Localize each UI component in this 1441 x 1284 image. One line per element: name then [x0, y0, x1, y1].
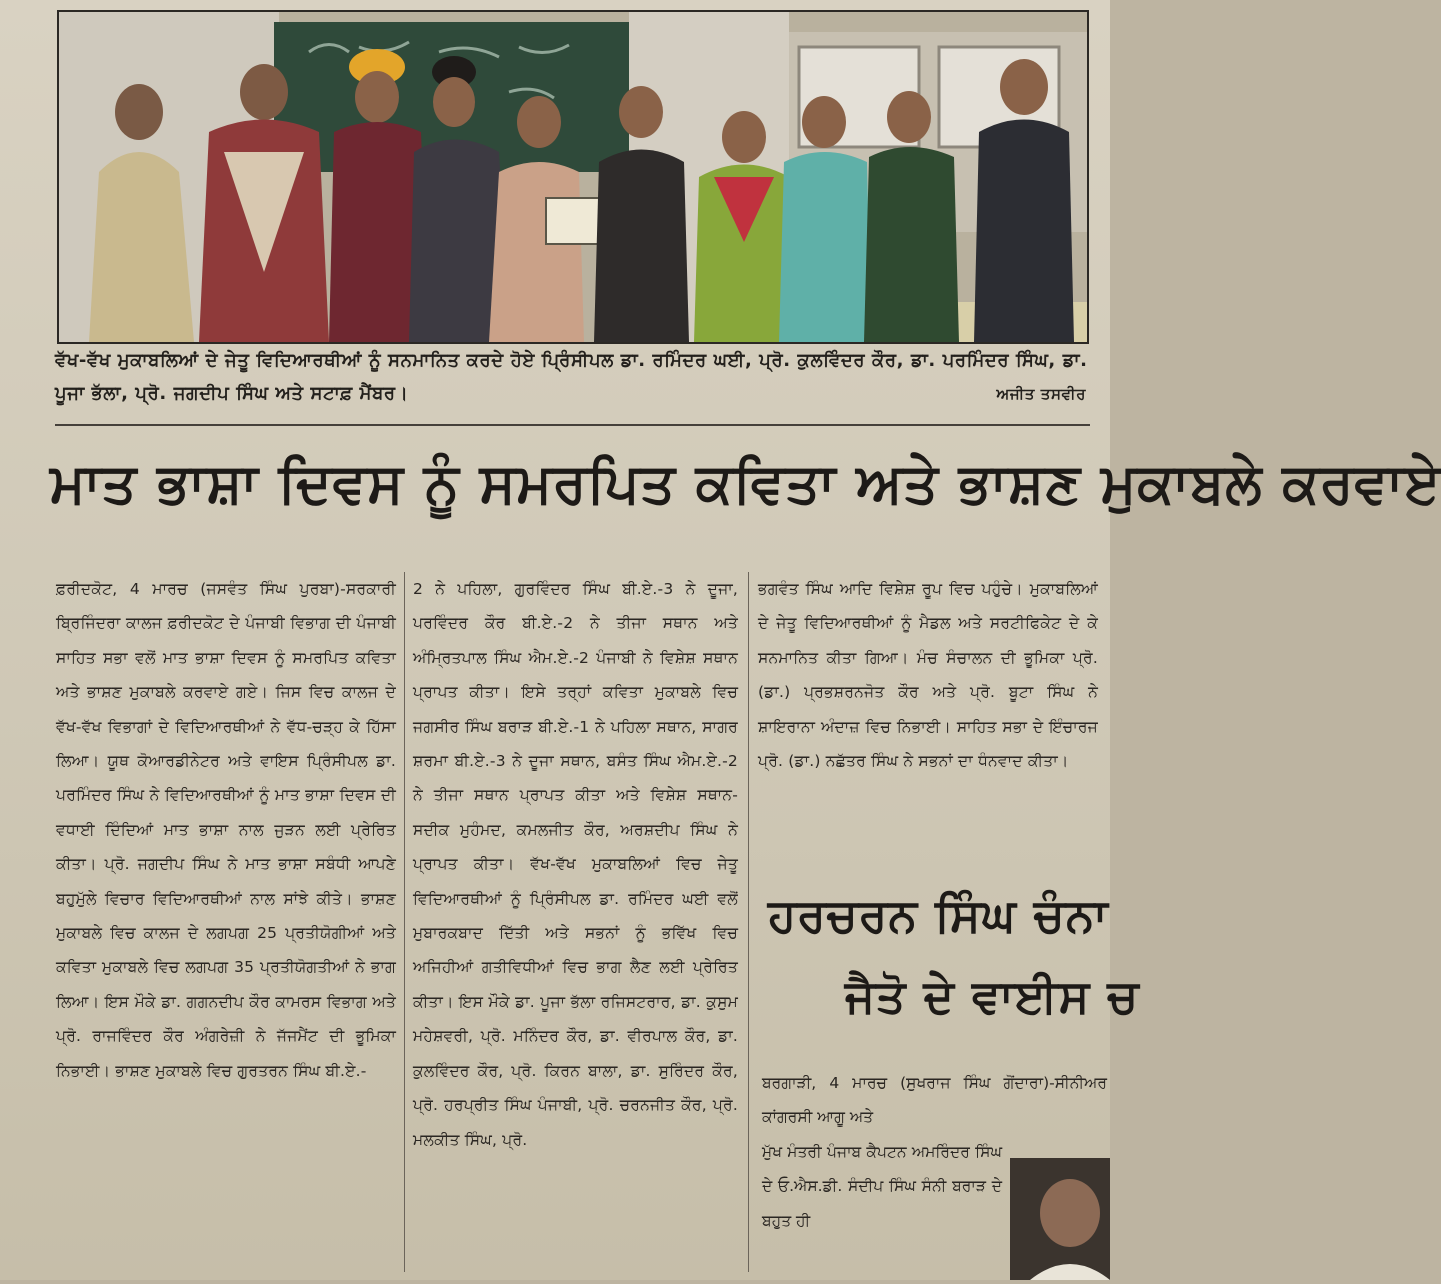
- second-headline-line-1: ਹਰਚਰਨ ਸਿੰਘ ਚੰਨਾ: [768, 888, 1109, 942]
- second-headline-line-2: ਜੈਤੋ ਦੇ ਵਾਈਸ ਚ: [845, 969, 1140, 1023]
- article-column-3: ਭਗਵੰਤ ਸਿੰਘ ਆਦਿ ਵਿਸ਼ੇਸ਼ ਰੂਪ ਵਿਚ ਪਹੁੰਚੇ। ਮੁਕਾਬਲਿਆਂ ਦੇ ਜੇਤੂ ਵਿਦਿਆਰਥੀਆਂ ਨੂੰ ਮੈਡਲ ਅਤੇ ਸਰਟੀਫਿਕੇਟ ਦੇ ਕੇ ਸਨਮਾਨਿਤ ਕੀਤਾ ਗਿਆ। ਮੰਚ ਸੰਚਾਲਨ ਦੀ ਭੂਮਿਕਾ ਪ੍ਰੋ. (ਡਾ.) ਪ੍ਰਭਸ਼ਰਨਜੋਤ ਕੌਰ ਅਤੇ ਪ੍ਰੋ. ਬੂਟਾ ਸਿੰਘ ਨੇ ਸ਼ਾਇਰਾਨਾ ਅੰਦਾਜ਼ ਵਿਚ ਨਿਭਾਈ। ਸਾਹਿਤ ਸਭਾ ਦੇ ਇੰਚਾਰਜ ਪ੍ਰੋ. (ਡਾ.) ਨਛੱਤਰ ਸਿੰਘ ਨੇ ਸਭਨਾਂ ਦਾ ਧੰਨਵਾਦ ਕੀਤਾ।: [758, 580, 1098, 771]
- main-headline: ਮਾਤ ਭਾਸ਼ਾ ਦਿਵਸ ਨੂੰ ਸਮਰਪਿਤ ਕਵਿਤਾ ਅਤੇ ਭਾਸ਼ਣ ਮੁਕਾਬਲੇ ਕਰਵਾਏ: [50, 451, 1441, 515]
- caption-divider: [55, 424, 1090, 426]
- article-column-1: ਫ਼ਰੀਦਕੋਟ, 4 ਮਾਰਚ (ਜਸਵੰਤ ਸਿੰਘ ਪੁਰਬਾ)-ਸਰਕਾਰੀ ਬ੍ਰਿਜਿੰਦਰਾ ਕਾਲਜ ਫ਼ਰੀਦਕੋਟ ਦੇ ਪੰਜਾਬੀ ਵਿਭਾਗ ਦੀ ਪੰਜਾਬੀ ਸਾਹਿਤ ਸਭਾ ਵਲੋਂ ਮਾਤ ਭਾਸ਼ਾ ਦਿਵਸ ਨੂੰ ਸਮਰਪਿਤ ਕਵਿਤਾ ਅਤੇ ਭਾਸ਼ਣ ਮੁਕਾਬਲੇ ਕਰਵਾਏ ਗਏ। ਜਿਸ ਵਿਚ ਕਾਲਜ ਦੇ ਵੱਖ-ਵੱਖ ਵਿਭਾਗਾਂ ਦੇ ਵਿਦਿਆਰਥੀਆਂ ਨੇ ਵੱਧ-ਚੜ੍ਹ ਕੇ ਹਿੱਸਾ ਲਿਆ। ਯੂਥ ਕੋਆਰਡੀਨੇਟਰ ਅਤੇ ਵਾਇਸ ਪ੍ਰਿੰਸੀਪਲ ਡਾ. ਪਰਮਿੰਦਰ ਸਿੰਘ ਨੇ ਵਿਦਿਆਰਥੀਆਂ ਨੂੰ ਮਾਤ ਭਾਸ਼ਾ ਦਿਵਸ ਦੀ ਵਧਾਈ ਦਿੰਦਿਆਂ ਮਾਤ ਭਾਸ਼ਾ ਨਾਲ ਜੁੜਨ ਲਈ ਪ੍ਰੇਰਿਤ ਕੀਤਾ। ਪ੍ਰੋ. ਜਗਦੀਪ ਸਿੰਘ ਨੇ ਮਾਤ ਭਾਸ਼ਾ ਸਬੰਧੀ ਆਪਣੇ ਬਹੁਮੁੱਲੇ ਵਿਚਾਰ ਵਿਦਿਆਰਥੀਆਂ ਨਾਲ ਸਾਂਝੇ ਕੀਤੇ। ਭਾਸ਼ਣ ਮੁਕਾਬਲੇ ਵਿਚ ਕਾਲਜ ਦੇ ਲਗਪਗ 25 ਪ੍ਰਤੀਯੋਗੀਆਂ ਅਤੇ ਕਵਿਤਾ ਮੁਕਾਬਲੇ ਵਿਚ ਲਗਪਗ 35 ਪ੍ਰਤੀਯੋਗਤੀਆਂ ਨੇ ਭਾਗ ਲਿਆ। ਇਸ ਮੌਕੇ ਡਾ. ਗਗਨਦੀਪ ਕੌਰ ਕਾਮਰਸ ਵਿਭਾਗ ਅਤੇ ਪ੍ਰੋ. ਰਾਜਵਿੰਦਰ ਕੌਰ ਅੰਗਰੇਜ਼ੀ ਨੇ ਜੱਜਮੈਂਟ ਦੀ ਭੂਮਿਕਾ ਨਿਭਾਈ। ਭਾਸ਼ਣ ਮੁਕਾਬਲੇ ਵਿਚ ਗੁਰਤਰਨ ਸਿੰਘ ਬੀ.ਏ.-: [56, 580, 396, 1080]
- column-divider: [404, 572, 405, 1272]
- article-column-2: 2 ਨੇ ਪਹਿਲਾ, ਗੁਰਵਿੰਦਰ ਸਿੰਘ ਬੀ.ਏ.-3 ਨੇ ਦੂਜਾ, ਪਰਵਿੰਦਰ ਕੌਰ ਬੀ.ਏ.-2 ਨੇ ਤੀਜਾ ਸਥਾਨ ਅਤੇ ਅੰਮ੍ਰਿਤਪਾਲ ਸਿੰਘ ਐਮ.ਏ.-2 ਪੰਜਾਬੀ ਨੇ ਵਿਸ਼ੇਸ਼ ਸਥਾਨ ਪ੍ਰਾਪਤ ਕੀਤਾ। ਇਸੇ ਤਰ੍ਹਾਂ ਕਵਿਤਾ ਮੁਕਾਬਲੇ ਵਿਚ ਜਗਸੀਰ ਸਿੰਘ ਬਰਾੜ ਬੀ.ਏ.-1 ਨੇ ਪਹਿਲਾ ਸਥਾਨ, ਸਾਗਰ ਸ਼ਰਮਾ ਬੀ.ਏ.-3 ਨੇ ਦੂਜਾ ਸਥਾਨ, ਬਸੰਤ ਸਿੰਘ ਐਮ.ਏ.-2 ਨੇ ਤੀਜਾ ਸਥਾਨ ਪ੍ਰਾਪਤ ਕੀਤਾ ਅਤੇ ਵਿਸ਼ੇਸ਼ ਸਥਾਨ- ਸਦੀਕ ਮੁਹੰਮਦ, ਕਮਲਜੀਤ ਕੌਰ, ਅਰਸ਼ਦੀਪ ਸਿੰਘ ਨੇ ਪ੍ਰਾਪਤ ਕੀਤਾ। ਵੱਖ-ਵੱਖ ਮੁਕਾਬਲਿਆਂ ਵਿਚ ਜੇਤੂ ਵਿਦਿਆਰਥੀਆਂ ਨੂੰ ਪ੍ਰਿੰਸੀਪਲ ਡਾ. ਰਮਿੰਦਰ ਘਈ ਵਲੋਂ ਮੁਬਾਰਕਬਾਦ ਦਿੱਤੀ ਅਤੇ ਸਭਨਾਂ ਨੂੰ ਭਵਿੱਖ ਵਿਚ ਅਜਿਹੀਆਂ ਗਤੀਵਿਧੀਆਂ ਵਿਚ ਭਾਗ ਲੈਣ ਲਈ ਪ੍ਰੇਰਿਤ ਕੀਤਾ। ਇਸ ਮੌਕੇ ਡਾ. ਪੂਜਾ ਭੱਲਾ ਰਜਿਸਟਰਾਰ, ਡਾ. ਕੁਸੁਮ ਮਹੇਸ਼ਵਰੀ, ਪ੍ਰੋ. ਮਨਿੰਦਰ ਕੌਰ, ਡਾ. ਵੀਰਪਾਲ ਕੌਰ, ਡਾ. ਕੁਲਵਿੰਦਰ ਕੌਰ, ਪ੍ਰੋ. ਕਿਰਨ ਬਾਲਾ, ਡਾ. ਸੁਰਿੰਦਰ ਕੌਰ, ਪ੍ਰੋ. ਹਰਪ੍ਰੀਤ ਸਿੰਘ ਪੰਜਾਬੀ, ਪ੍ਰੋ. ਚਰਨਜੀਤ ਕੌਰ, ਪ੍ਰੋ. ਮਲਕੀਤ ਸਿੰਘ, ਪ੍ਰੋ.: [413, 580, 738, 1149]
- news-photo: [57, 10, 1089, 344]
- photo-credit: ਅਜੀਤ ਤਸਵੀਰ: [996, 385, 1086, 403]
- group-photo-illustration: [59, 12, 1087, 342]
- second-story-text-wide: ਬਰਗਾੜੀ, 4 ਮਾਰਚ (ਸੁਖਰਾਜ ਸਿੰਘ ਗੋਂਦਾਰਾ)-ਸੀਨੀਅਰ ਕਾਂਗਰਸੀ ਆਗੂ ਅਤੇ: [762, 1074, 1107, 1127]
- photo-caption: [55, 344, 1090, 410]
- second-story-text-narrow: ਮੁੱਖ ਮੰਤਰੀ ਪੰਜਾਬ ਕੈਪਟਨ ਅਮਰਿੰਦਰ ਸਿੰਘ ਦੇ ਓ.ਐਸ.ਡੀ. ਸੰਦੀਪ ਸਿੰਘ ਸੰਨੀ ਬਰਾੜ ਦੇ ਬਹੁਤ ਹੀ: [762, 1142, 1002, 1230]
- portrait-image: [1010, 1158, 1110, 1280]
- column-divider: [748, 572, 749, 1272]
- caption-text: ਵੱਖ-ਵੱਖ ਮੁਕਾਬਲਿਆਂ ਦੇ ਜੇਤੂ ਵਿਦਿਆਰਥੀਆਂ ਨੂੰ ਸਨਮਾਨਿਤ ਕਰਦੇ ਹੋਏ ਪ੍ਰਿੰਸੀਪਲ ਡਾ. ਰਮਿੰਦਰ ਘਈ, ਪ੍ਰੋ. ਕੁਲਵਿੰਦਰ ਕੌਰ, ਡਾ. ਪਰਮਿੰਦਰ ਸਿੰਘ, ਡਾ. ਪੂਜਾ ਭੱਲਾ, ਪ੍ਰੋ. ਜਗਦੀਪ ਸਿੰਘ ਅਤੇ ਸਟਾਫ਼ ਮੈਂਬਰ।: [55, 350, 1088, 404]
- second-story-photo: [1010, 1158, 1110, 1280]
